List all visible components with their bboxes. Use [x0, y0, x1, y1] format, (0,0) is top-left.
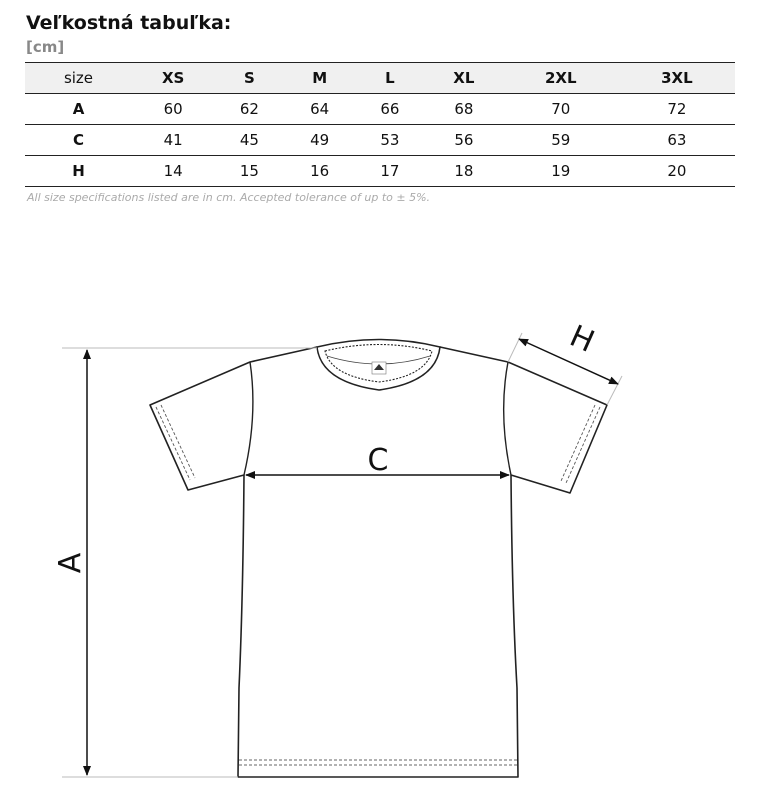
unit-label: [cm] [26, 38, 65, 56]
column-header: XL [425, 63, 503, 94]
table-cell: 19 [503, 156, 619, 187]
table-cell: 20 [619, 156, 735, 187]
table-cell: 72 [619, 94, 735, 125]
column-header: L [355, 63, 425, 94]
table-cell: 59 [503, 125, 619, 156]
table-cell: 60 [132, 94, 214, 125]
column-header: 3XL [619, 63, 735, 94]
table-cell: 64 [285, 94, 355, 125]
column-header: S [214, 63, 284, 94]
table-cell: 56 [425, 125, 503, 156]
page-title: Veľkostná tabuľka: [26, 12, 232, 34]
bottom-hem-stitch [239, 760, 517, 765]
sleeve-guide-left [508, 333, 522, 362]
table-cell: 16 [285, 156, 355, 187]
table-cell: 14 [132, 156, 214, 187]
table-cell: 63 [619, 125, 735, 156]
row-label: C [25, 125, 132, 156]
chest-label: C [367, 443, 389, 478]
table-cell: 66 [355, 94, 425, 125]
table-cell: 70 [503, 94, 619, 125]
table-cell: 18 [425, 156, 503, 187]
row-label: A [25, 94, 132, 125]
table-cell: 62 [214, 94, 284, 125]
column-header: size [25, 63, 132, 94]
length-label: A [53, 552, 88, 574]
table-cell: 15 [214, 156, 284, 187]
table-cell: 68 [425, 94, 503, 125]
table-cell: 49 [285, 125, 355, 156]
table-cell: 41 [132, 125, 214, 156]
brand-label-icon [372, 362, 386, 374]
sleeve-label: H [564, 318, 600, 360]
row-label: H [25, 156, 132, 187]
table-cell: 17 [355, 156, 425, 187]
column-header: 2XL [503, 63, 619, 94]
right-armhole-seam [504, 362, 511, 475]
tshirt-body-outline [150, 347, 607, 777]
column-header: XS [132, 63, 214, 94]
column-header: M [285, 63, 355, 94]
table-cell: 53 [355, 125, 425, 156]
table-cell: 45 [214, 125, 284, 156]
left-sleeve-stitch [156, 405, 195, 480]
right-sleeve-stitch [561, 405, 600, 483]
left-armhole-seam [244, 362, 253, 475]
tolerance-note: All size specifications listed are in cm. Accepted tolerance of up to ± 5%. [27, 191, 431, 204]
